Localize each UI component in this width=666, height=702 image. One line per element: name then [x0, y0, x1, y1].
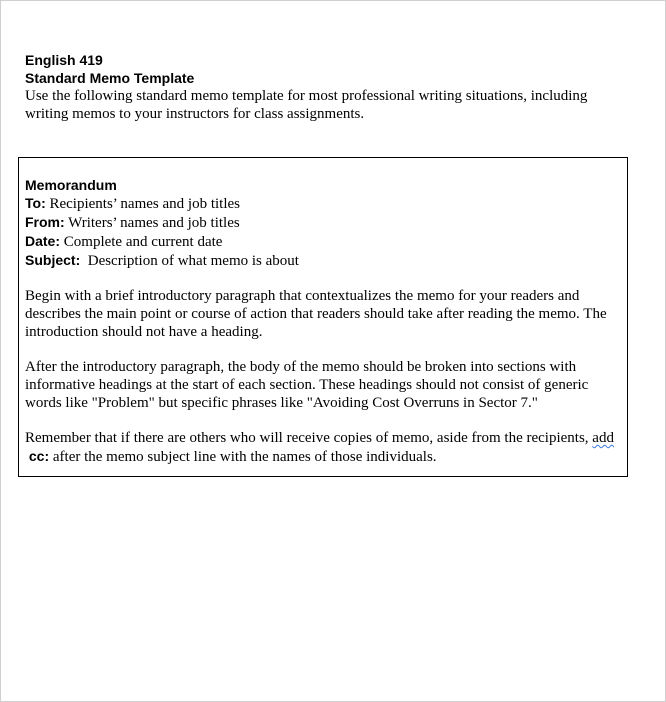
to-line — [25, 194, 623, 213]
course-name: English 419 — [25, 52, 103, 68]
from-label: From: — [25, 214, 65, 230]
subject-value: Description of what memo is about — [80, 253, 299, 269]
subject-label: Subject: — [25, 252, 81, 268]
memo-template-box — [18, 157, 628, 477]
body-paragraph-sections: After the introductory paragraph, the body of the memo should be broken into sections with informative headings at the start of each section. These headings should not consist of generic words like "Problem" but specific phrases like "Avoiding Cost Overruns in Sector 7." — [25, 359, 589, 411]
body-paragraph-intro: Begin with a brief introductory paragraph that contextualizes the memo for your readers and describes the main point or course of action that readers should take after reading the memo. The introduction should not have a heading. — [25, 288, 607, 340]
date-value: Complete and current date — [60, 234, 223, 250]
cc-label: cc: — [25, 448, 50, 464]
template-title: Standard Memo Template — [25, 70, 195, 86]
date-line — [25, 232, 623, 251]
subject-line — [25, 251, 623, 270]
from-line — [25, 213, 623, 232]
memo-content — [25, 176, 623, 466]
cc-paragraph-lead: Remember that if there are others who will receive copies of memo, aside from the recipients, — [25, 430, 593, 446]
memo-heading: Memorandum — [25, 177, 117, 193]
cc-add-word: add — [592, 430, 614, 446]
body-paragraph-cc — [25, 429, 623, 466]
cc-paragraph-tail: after the memo subject line with the names of those individuals. — [49, 449, 437, 465]
to-label: To: — [25, 195, 46, 211]
from-value: Writers’ names and job titles — [64, 215, 240, 231]
intro-paragraph: Use the following standard memo template for most professional writing situations, including writing memos to your instructors for class assignments. — [25, 88, 588, 122]
document-header — [25, 51, 625, 87]
to-value: Recipients’ names and job titles — [45, 196, 240, 212]
date-label: Date: — [25, 233, 61, 249]
